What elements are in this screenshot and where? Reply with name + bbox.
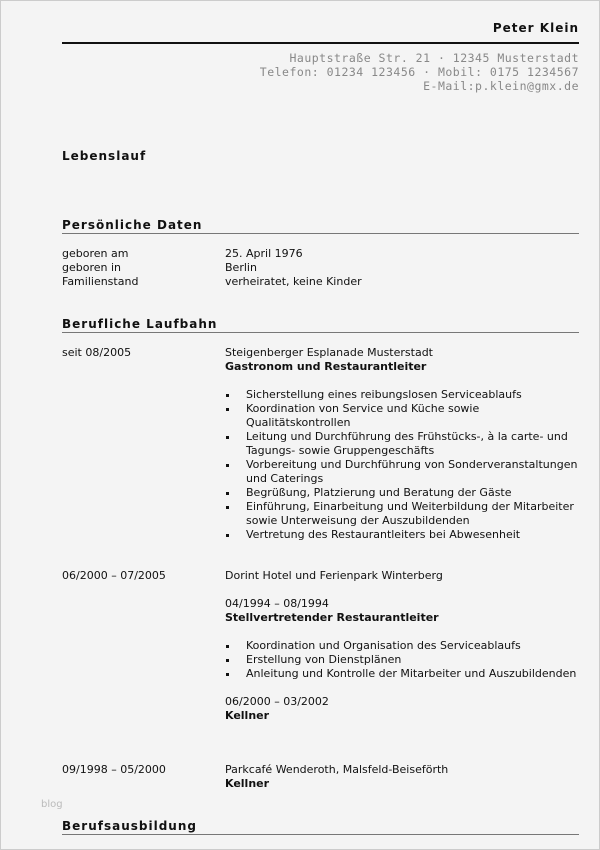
section-personal: Persönliche Daten xyxy=(62,218,579,234)
contact-block xyxy=(260,51,579,93)
duties-list xyxy=(205,388,579,542)
period: 09/1998 – 05/2000 xyxy=(62,763,166,776)
list-item: Begrüßung, Platzierung und Beratung der Gäste xyxy=(205,486,579,500)
role: Kellner xyxy=(225,709,270,722)
applicant-name: Peter Klein xyxy=(492,21,579,35)
sub-period: 06/2000 – 03/2002 xyxy=(225,695,329,708)
list-item: Sicherstellung eines reibungslosen Serviceablaufs xyxy=(205,388,579,402)
list-item: Leitung und Durchführung des Frühstücks-, à la carte- und Tagungs- sowie Gruppengeschäfts xyxy=(205,430,579,458)
label: geboren am xyxy=(62,247,129,260)
address: Hauptstraße Str. 21 · 12345 Musterstadt xyxy=(289,51,579,65)
sub-period: 04/1994 – 08/1994 xyxy=(225,597,329,610)
section-career: Berufliche Laufbahn xyxy=(62,317,579,333)
section-training: Berufsausbildung xyxy=(62,819,579,835)
list-item: Anleitung und Kontrolle der Mitarbeiter und Auszubildenden xyxy=(205,667,579,681)
label: geboren in xyxy=(62,261,122,274)
list-item: Einführung, Einarbeitung und Weiterbildung der Mitarbeiter sowie Unterweisung der Auszubildenden xyxy=(205,500,579,528)
employer: Steigenberger Esplanade Musterstadt xyxy=(225,346,433,359)
role: Stellvertretender Restaurantleiter xyxy=(225,611,439,624)
value: verheiratet, keine Kinder xyxy=(225,275,362,288)
list-item: Vorbereitung und Durchführung von Sonderveranstaltungen und Caterings xyxy=(205,458,579,486)
period: 06/2000 – 07/2005 xyxy=(62,569,166,582)
list-item: Koordination und Organisation des Serviceablaufs xyxy=(205,639,579,653)
header-divider xyxy=(62,42,579,44)
duties-list xyxy=(205,639,579,681)
role: Kellner xyxy=(225,777,270,790)
phone: Telefon: 01234 123456 · Mobil: 0175 1234567 xyxy=(259,65,579,79)
email: E-Mail:p.klein@gmx.de xyxy=(423,79,579,93)
value: Berlin xyxy=(225,261,257,274)
watermark: blog xyxy=(41,799,63,810)
list-item: Koordination von Service und Küche sowie Qualitätskontrollen xyxy=(205,402,579,430)
list-item: Erstellung von Dienstplänen xyxy=(205,653,579,667)
period: seit 08/2005 xyxy=(62,346,132,359)
role: Gastronom und Restaurantleiter xyxy=(225,360,427,373)
employer: Dorint Hotel und Ferienpark Winterberg xyxy=(225,569,443,582)
document-title: Lebenslauf xyxy=(62,149,147,163)
list-item: Vertretung des Restaurantleiters bei Abwesenheit xyxy=(205,528,579,542)
label: Familienstand xyxy=(62,275,139,288)
employer: Parkcafé Wenderoth, Malsfeld-Beiseförth xyxy=(225,763,449,776)
value: 25. April 1976 xyxy=(225,247,303,260)
